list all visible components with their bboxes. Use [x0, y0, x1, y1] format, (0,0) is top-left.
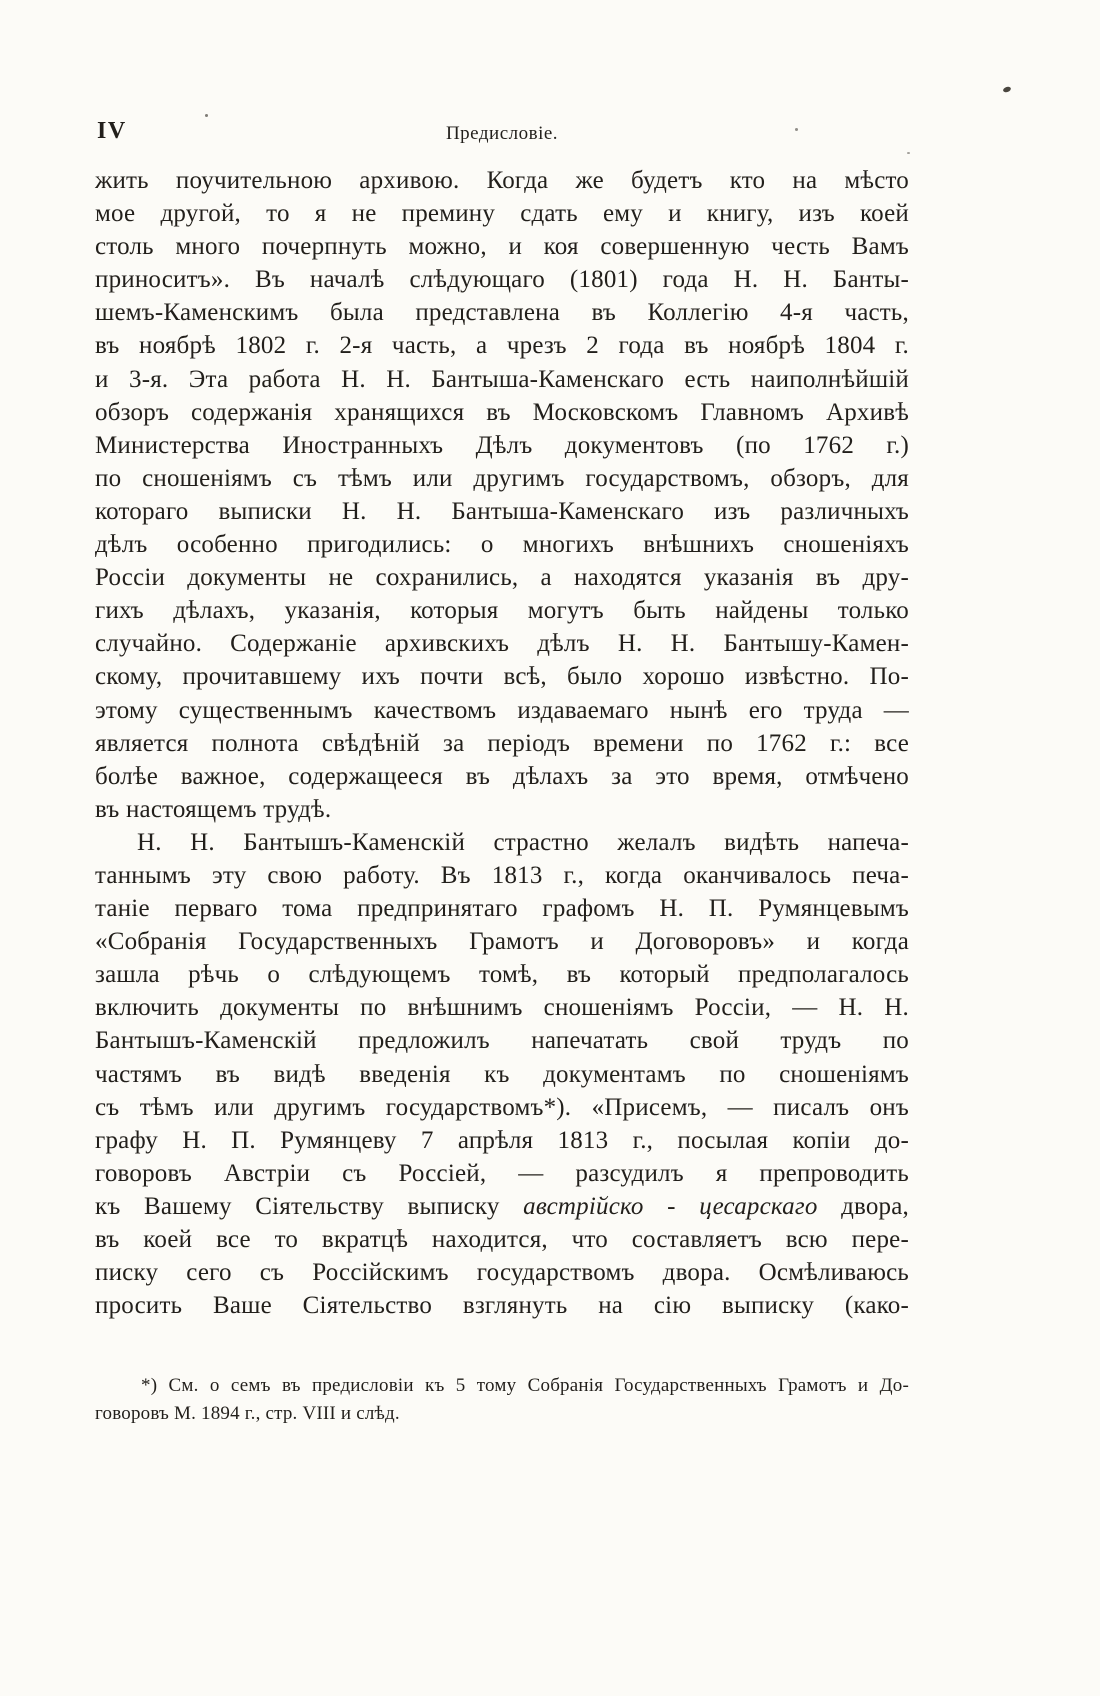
text-line: говоровъ Австріи съ Россіей, — разсудилъ я препроводить	[95, 1159, 909, 1187]
text-line: шемъ-Каменскимъ была представлена въ Коллегію 4-я часть,	[95, 299, 909, 327]
text-line: приноситъ». Въ началѣ слѣдующаго (1801) года Н. Н. Банты-	[95, 266, 909, 294]
text-line: графу Н. П. Румянцеву 7 апрѣля 1813 г., посылая копіи до-	[95, 1126, 909, 1154]
scan-speck	[205, 114, 208, 117]
text-line: «Собранія Государственныхъ Грамотъ и Договоровъ» и когда	[95, 928, 909, 956]
text-line: болѣе важное, содержащееся въ дѣлахъ за это время, отмѣчено	[95, 762, 909, 790]
text-line: *) См. о семъ въ предисловіи къ 5 тому Собранія Государственныхъ Грамотъ и До-	[141, 1375, 909, 1396]
text-line: Н. Н. Бантышъ-Каменскій страстно желалъ видѣть напеча-	[137, 828, 909, 856]
text-line: скому, прочитавшему ихъ почти всѣ, было хорошо извѣстно. По-	[95, 663, 909, 691]
text-line: по сношеніямъ съ тѣмъ или другимъ государствомъ, обзоръ, для	[95, 464, 909, 492]
text-line: жить поучительною архивою. Когда же будетъ кто на мѣсто	[95, 167, 909, 194]
text-line: съ тѣмъ или другимъ государствомъ*). «Присемъ, — писалъ онъ	[95, 1093, 909, 1121]
text-line: писку сего съ Россійскимъ государствомъ двора. Осмѣливаюсь	[95, 1259, 909, 1287]
body-text-block	[95, 164, 909, 1322]
text-line: дѣлъ особенно пригодились: о многихъ внѣшнихъ сношеніяхъ	[95, 531, 909, 559]
text-line: обзоръ содержанія хранящихся въ Московскомъ Главномъ Архивѣ	[95, 398, 909, 426]
text-line: гихъ дѣлахъ, указанія, которыя могутъ быть найдены только	[95, 597, 909, 625]
text-line: таніе перваго тома предпринятаго графомъ Н. П. Румянцевымъ	[95, 895, 909, 923]
text-line: зашла рѣчь о слѣдующемъ томѣ, въ который предполагалось	[95, 961, 909, 989]
text-line: въ настоящемъ трудѣ.	[95, 795, 332, 823]
text-line: этому существеннымъ качествомъ издаваемаго нынѣ его труда —	[95, 696, 909, 724]
running-title: Предисловіе.	[445, 123, 559, 144]
text-line: столь много почерпнуть можно, и коя совершенную честь Вамъ	[95, 233, 909, 261]
page-number: IV	[97, 118, 127, 144]
text-line: въ коей все то вкратцѣ находится, что составляетъ всю пере-	[95, 1226, 909, 1253]
text-line: случайно. Содержаніе архивскихъ дѣлъ Н. Н. Бантышу-Камен-	[95, 630, 909, 658]
text-line: и 3-я. Эта работа Н. Н. Бантыша-Каменскаго есть наиполнѣйшій	[95, 365, 909, 393]
text-line: въ ноябрѣ 1802 г. 2-я часть, а чрезъ 2 года въ ноябрѣ 1804 г.	[95, 332, 909, 360]
text-line: мое другой, то я не премину сдать ему и книгу, изъ коей	[95, 200, 909, 228]
page-header	[95, 118, 909, 150]
text-line: говоровъ М. 1894 г., стр. VIII и слѣд.	[95, 1402, 400, 1424]
footnote	[95, 1372, 909, 1427]
text-line: таннымъ эту свою работу. Въ 1813 г., когда оканчивалось печа-	[95, 861, 909, 889]
text-line: частямъ въ видѣ введенія къ документамъ по сношеніямъ	[95, 1060, 909, 1088]
scan-speck	[1002, 86, 1011, 93]
text-line: включить документы по внѣшнимъ сношеніямъ Россіи, — Н. Н.	[95, 994, 909, 1022]
text-line: Россіи документы не сохранились, а находятся указанія въ дру-	[95, 564, 909, 592]
text-line: является полнота свѣдѣній за періодъ времени по 1762 г.: все	[95, 729, 909, 757]
text-line: Министерства Иностранныхъ Дѣлъ документовъ (по 1762 г.)	[95, 431, 909, 459]
text-line: котораго выписки Н. Н. Бантыша-Каменскаго изъ различныхъ	[95, 497, 909, 525]
text-line: Бантышъ-Каменскій предложилъ напечатать свой трудъ по	[95, 1027, 909, 1055]
text-line: къ Вашему Сіятельству выписку австрійско - цесарскаго двора,	[95, 1192, 909, 1220]
text-line: просить Ваше Сіятельство взглянуть на сію выписку (како-	[95, 1292, 909, 1320]
italic-phrase: австрійско - цесарскаго	[523, 1192, 818, 1220]
scan-speck	[907, 152, 910, 154]
